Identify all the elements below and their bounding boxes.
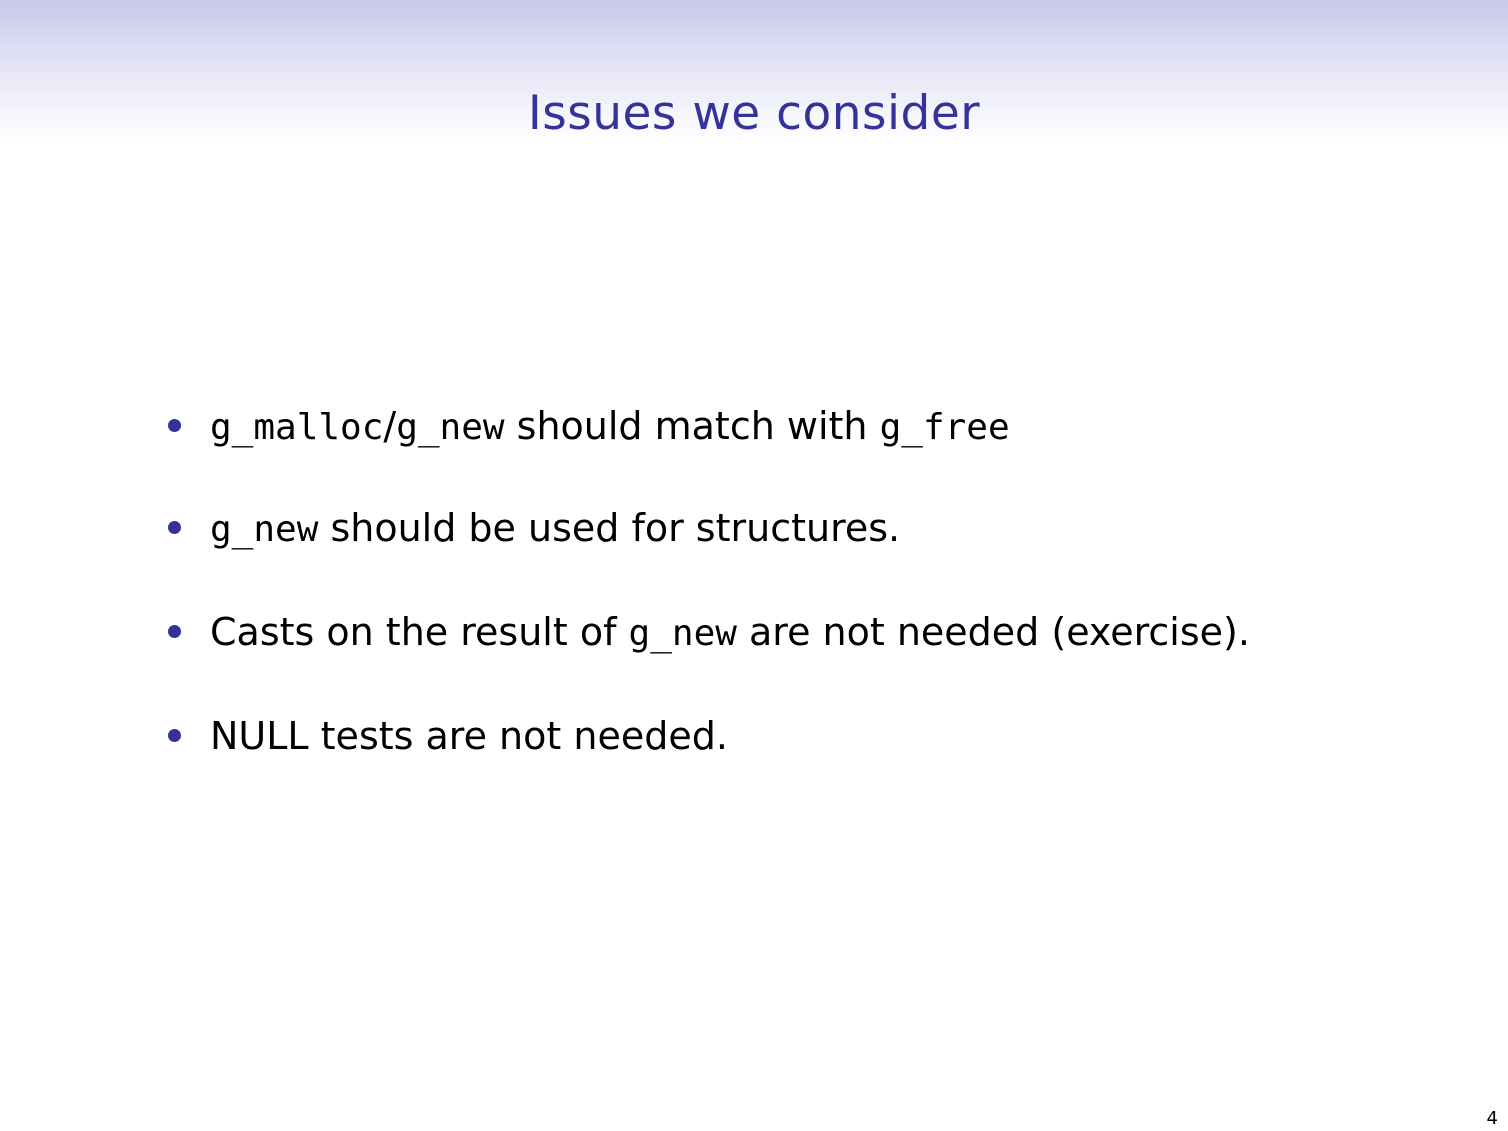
text-span: Casts on the result of [210,610,629,654]
bullet-point-icon [168,521,181,534]
text-span: / [383,404,397,448]
slide-title: Issues we consider [527,86,981,141]
bullet-point-icon [168,419,181,432]
text-span: should match with [504,404,880,448]
code-span: g_malloc [210,407,384,448]
code-span: g_new [628,613,737,654]
text-span: NULL tests are not needed. [210,714,728,758]
bullet-text [210,602,1250,664]
text-span: should be used for structures. [318,506,901,550]
bullet-text [210,396,1010,458]
text-span: are not needed (exercise). [736,610,1250,654]
code-span: g_free [879,407,1010,448]
page-number: 4 [1486,1108,1498,1129]
code-span: g_new [210,509,319,550]
bullet-text [210,498,900,560]
bullet-point-icon [168,625,181,638]
bullet-point-icon [168,729,181,742]
code-span: g_new [396,407,505,448]
bullet-text [210,706,728,766]
